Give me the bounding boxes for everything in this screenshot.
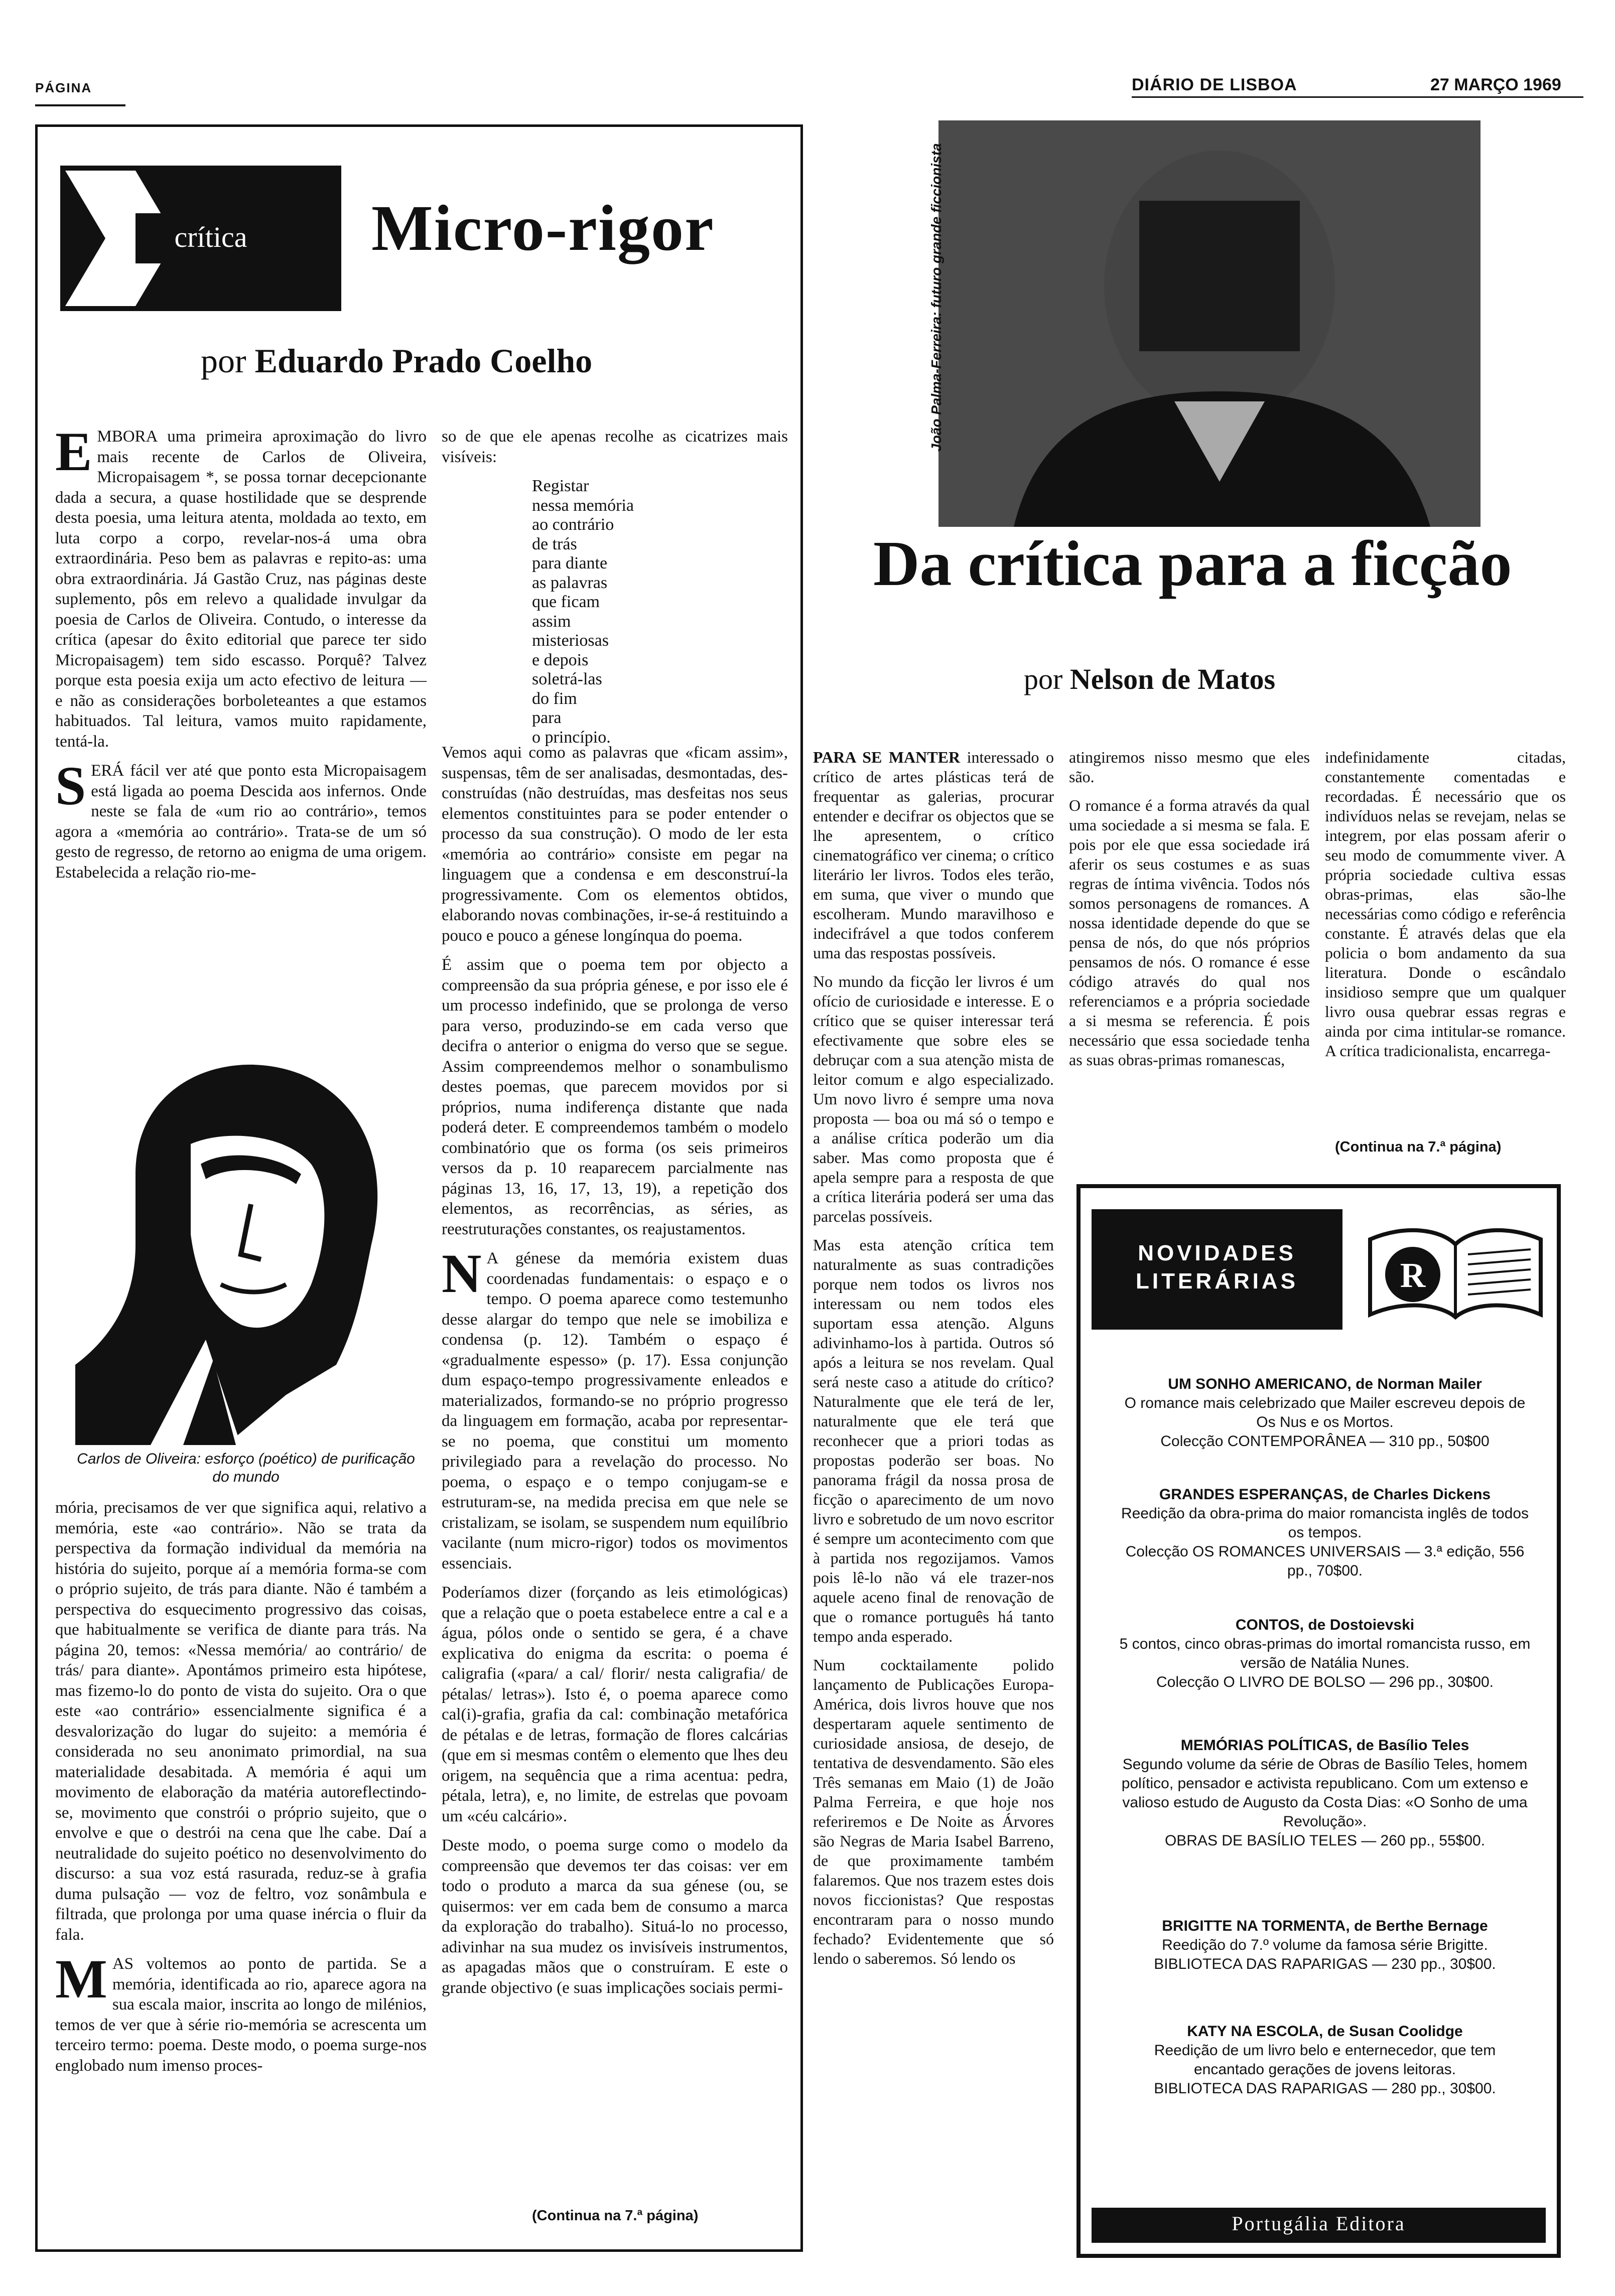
- portrait-illustration: [75, 1014, 417, 1445]
- continued-note: (Continua na 7.ª página): [1335, 1139, 1502, 1155]
- masthead-rule: [1132, 96, 1583, 98]
- paragraph: PARA SE MANTER interessado o crítico de artes plásticas terá de frequentar as galerias, procurar entender e decifrar os objectos que se lhe apresentem, o crítico cinematográfico ver cinema; o crítico literário ler livros. Todos eles terão, em suma, que viver o mundo que escolheram. Mundo maravilhoso e indecifrável a que todos conferem uma das respostas possíveis.: [813, 748, 1054, 962]
- ad-item: MEMÓRIAS POLÍTICAS, de Basílio Teles Segundo volume da série de Obras de Basílio Teles, homem político, pensador e activista republicano. Com um extenso e valioso estudo de Augusto da Costa Dias: «O Sonho de uma Revolução». OBRAS DE BASÍLIO TELES — 260 pp., 55$00.: [1121, 1737, 1529, 1849]
- poem-line: assim: [532, 612, 571, 631]
- newspaper-name: DIÁRIO DE LISBOA: [1132, 75, 1297, 94]
- paragraph: Vemos aqui como as palavras que «ficam assim», suspensas, têm de ser analisadas, desmontadas, des-construídas (não destruídas, mas desfeitas nos seus elementos constituintes para se poder entender o processo da sua construção). O modo de ler esta «memória ao contrário» consiste em pegar na linguagem que a condensa e em desconstruí-la progressivamente. Com os elementos obtidos, elaborando novas combinações, ir-se-á restituindo a pouco e pouco a génese longínqua do poema.: [442, 744, 788, 945]
- publisher-name: Portugália Editora: [1232, 2212, 1406, 2235]
- author-photo: [938, 120, 1481, 527]
- section-logo-text: crítica: [174, 221, 247, 253]
- poem-line: Registar: [532, 477, 589, 495]
- paragraph: EMBORA uma primeira aproximação do livro mais recente de Carlos de Oliveira, Micropaisagem *, se possa tornar decepcionante dada a secura, a quase hostilidade que se desprende desta poesia, uma leitura atenta, moldada ao texto, em luta corpo a corpo, revelar-nos-á uma obra extraordinária. Peso bem as palavras e repito-as: uma obra extraordinária. Já Gastão Cruz, nas páginas deste suplemento, pôs em relevo a qualidade invulgar da poesia de Carlos de Oliveira. Contudo, o interesse da crítica (apesar do êxito editorial que parece ter sido Micropaisagem) tem sido escasso. Porquê? Talvez porque esta poesia exija um acto efectivo de leitura — e não as considerações borboleteantes a que estamos habituados. Tal leitura, vamos muito rapidamente, tentá-la.: [55, 421, 427, 751]
- left-col2-intro: [442, 426, 788, 476]
- ad-header-title: NOVIDADES LITERÁRIAS: [1136, 1241, 1298, 1294]
- paragraph: mória, precisamos de ver que significa aqui, relativo a memória, este «ao contrário». Não se trata da perspectiva da formação individual da memória na história do sujeito, porque aí a memória forma-se com o próprio sujeito, de trás para diante. Não é também a perspectiva do esquecimento progressivo das coisas, que habitualmente se verifica de diante para trás. Na página 20, temos: «Nessa memória/ ao contrário/ de trás/ para diante». Apontámos primeiro esta hipótese, mas fizemo-lo do ponto de vista do sujeito. Ora o que este «ao contrário» essencialmente significa é a desvalorização do lugar do sujeito: a memória é considerada no seu anonimato primordial, na sua materialidade desabitada. A memória é aqui um movimento de elaboração da matéria autoreflectindo-se, movimento que constrói o próprio sujeito, que o envolve e que o destrói na cena que lhe cabe. Daí a neutralidade do sujeito poético no desenvolvimento do discurso: a sua voz está rasurada, reduz-se à grafia duma pulsação — voz de feltro, voz sonâmbula e filtrada, que prolonga por uma quase inércia o fluir da fala.: [55, 1499, 427, 1944]
- ad-item: CONTOS, de Dostoievski 5 contos, cinco obras-primas do imortal romancista russo, em versão de Natália Nunes. Colecção O LIVRO DE BOLSO — 296 pp., 30$00.: [1119, 1617, 1531, 1690]
- paragraph: No mundo da ficção ler livros é um ofício de curiosidade e interesse. E o crítico que se quiser interessar terá efectivamente que sobre eles se debruçar com a sua atenção mista de leitor comum e algo especializado. Um novo livro é sempre uma nova proposta — boa ou má só o tempo e a análise crítica poderão um dia saber. Mas como proposta que é apela sempre para a resposta de que a crítica literária poderá ser uma das parcelas possíveis.: [813, 972, 1054, 1225]
- critica-logo: [60, 166, 341, 311]
- right-col1: [813, 748, 1054, 1977]
- ad-item: GRANDES ESPERANÇAS, de Charles Dickens Reedição da obra-prima do maior romancista inglês de todos os tempos. Colecção OS ROMANCES UNIVERSAIS — 3.ª edição, 556 pp., 70$00.: [1121, 1486, 1529, 1579]
- poem-line: e depois: [532, 650, 589, 669]
- right-col2: [1069, 748, 1310, 1079]
- paragraph: SERÁ fácil ver até que ponto esta Micropaisagem está ligada ao poema Descida aos infernos. Onde neste se fala de «um rio ao contrário», temos agora a «memória ao contrário». Trata-se de um só gesto de regresso, de retorno ao enigma de uma origem. Estabelecida a relação rio-me-: [55, 755, 427, 882]
- left-col1-bottom: [55, 1498, 427, 2085]
- article-byline: [1024, 662, 1275, 696]
- paragraph: Poderíamos dizer (forçando as leis etimológicas) que a relação que o poeta estabelece entre a cal e a água, pólos onde o sentido se gera, é a chave explicativa do enigma da escrita: o poema é caligrafia («para/ a cal/ florir/ nesta caligrafia/ de pétalas/ letras»). Isto é, o poema aparece como cal(i)-grafia, grafia da cal: combinação metafórica de pétalas e de letras, formação de flores calcárias (que em si mesmas contêm o elemento que lhes deu origem, na sequência que a rima acentua: pedra, pétala, letra), e, no limite, de estrelas que povoam um «céu calcário».: [442, 1584, 788, 1825]
- header-rule: [35, 104, 125, 106]
- drop-cap: S: [55, 755, 86, 816]
- paragraph: MAS voltemos ao ponto de partida. Se a memória, identificada ao rio, aparece agora na sua escala maior, inscrita ao longo de milénios, temos de ver que à série rio-memória se acrescenta um terceiro termo: poema. Deste modo, o poema surge-nos englobado num imenso proces-: [55, 1948, 427, 2075]
- author-name: Nelson de Matos: [1069, 663, 1276, 695]
- poem-line: nessa memória: [532, 496, 634, 515]
- continued-note: (Continua na 7.ª página): [532, 2208, 699, 2224]
- paragraph: N A génese da memória existem duas coordenadas fundamentais: o espaço e o tempo. O poema aparece como testemunho desse alargar do tempo que nele se imobiliza e condensa (p. 12). Também o espaço é «gradualmente espesso» (p. 17). Essa conjunção dum espaço-tempo progressivamente enleados e materializados, formando-se no próprio progresso da linguagem em formação, acaba por representar-se no poema, que constitui um momento privilegiado para a revelação do processo. No poema, o espaço e o tempo conjugam-se e estruturam-se, na medida precisa em que nele se cristalizam, se isolam, se suspendem num equilíbrio vacilante (num micro-rigor) todos os movimentos essenciais.: [442, 1243, 788, 1572]
- photo-caption: João Palma-Ferreira: futuro grande ficcionista: [928, 143, 944, 452]
- article-title: Da crítica para a ficção: [873, 528, 1512, 599]
- drop-cap: N: [442, 1243, 482, 1304]
- poem-line: para: [532, 708, 562, 727]
- left-col1-top: [55, 421, 427, 892]
- paragraph: Num cocktailamente polido lançamento de Publicações Europa-América, dois livros houve que nos despertaram aquele sentimento de curiosidade ansiosa, de desejo, de tentativa de desvendamento. São eles Três semanas em Maio (1) de João Palma Ferreira, e que hoje nos referiremos e De Noite as Árvores são Negras de Maria Isabel Barreno, de que proximamente também falaremos. Que nos trazem estes dois novos ficcionistas? Que respostas encontraram para o nosso mundo fechado? Evidentemente que só lendo o saberemos. Só lendo os: [813, 1656, 1054, 1967]
- poem-line: de trás: [532, 534, 577, 553]
- paragraph: Mas esta atenção crítica tem naturalmente as suas contradições porque nem todos os livros nos interessam ou nem todos eles suportam essa atenção. Alguns adivinhamo-los à partida. Outros só após a leitura se nos revelam. Qual será neste caso a atitude do crítico? Naturalmente que ele terá de ler, naturalmente que ele terá que reconhecer que a priori todas as propostas poderão ser boas. No panorama frágil da nossa prosa de ficção o aparecimento de um novo livro e sobretudo de um novo escritor é sempre um acontecimento com que à partida nos regozijamos. Vamos pois lê-lo não vá ele trazer-nos aquele aceno final de renovação de que o romance português há tanto tempo anda esperado.: [813, 1236, 1054, 1645]
- poem-line: soletrá-las: [532, 670, 602, 688]
- poem-line: ao contrário: [532, 515, 614, 534]
- paragraph: É assim que o poema tem por objecto a compreensão da sua própria génese, e por isso ele é um processo indefinido, que se prolonga de verso para verso, produzindo-se em cada verso que decifra o anterior o enigma do verso que se segue. Assim compreendemos melhor o sonambulismo destes poemas, que parecem movidos por si próprios, numa indiferença distante que nada poderá deter. E compreendemos também o modelo combinatório que os forma (os seis primeiros versos da p. 10 reaparecem parcialmente nas páginas 13, 16, 17, 13, 19), a repetição dos elementos, as recorrências, as séries, as reestruturações constantes, os reajustamentos.: [442, 956, 788, 1238]
- drop-cap: M: [55, 1948, 107, 2010]
- paragraph: Deste modo, o poema surge como o modelo da compreensão que devemos ter das coisas: ver em todo o produto a marca da sua génese (ou, se quisermos: ver em cada bem de consumo a marca da exploração do trabalho). Situá-lo no processo, adivinhar na sua mudez os invisíveis instrumentos, as apagadas mãos que o construíram. E este o grande objectivo (e suas implicações sociais permi-: [442, 1836, 788, 1997]
- paragraph: indefinidamente citadas, constantemente comentadas e recordadas. É necessário que os indivíduos nelas se revejam, nelas se integrem, por elas possam aferir o seu modo de comummente viver. A própria sociedade cultiva essas obras-primas, elas são-lhe necessárias como código e referência constante. É através delas que ela policia o bom andamento da sua literatura. Donde o escândalo insidioso sempre que um qualquer livro ousa quebrar essas regras e ainda por cima intitular-se romance. A crítica tradicionalista, encarrega-: [1325, 748, 1566, 1060]
- page-label: PÁGINA: [35, 80, 92, 95]
- ad-item: KATY NA ESCOLA, de Susan Coolidge Reedição de um livro belo e enternecedor, que tem encantado gerações de jovens leitoras. BIBLIOTECA DAS RAPARIGAS — 280 pp., 30$00.: [1154, 2023, 1496, 2097]
- portrait-caption: Carlos de Oliveira: esforço (poético) de purificação do mundo: [77, 1451, 415, 1485]
- author-name: Eduardo Prado Coelho: [254, 342, 593, 380]
- right-col3: [1325, 748, 1566, 1070]
- paragraph: atingiremos nisso mesmo que eles são.: [1069, 748, 1310, 786]
- lead-caps: PARA SE MANTER: [813, 748, 961, 766]
- quoted-poem: [532, 477, 634, 747]
- poem-line: para diante: [532, 554, 608, 572]
- svg-text:R: R: [1400, 1256, 1426, 1295]
- article-byline: [201, 341, 592, 381]
- poem-line: do fim: [532, 689, 577, 708]
- poem-line: misteriosas: [532, 631, 609, 650]
- issue-date: 27 MARÇO 1969: [1430, 75, 1561, 94]
- byline-prefix: por: [1024, 663, 1063, 695]
- poem-line: as palavras: [532, 573, 608, 592]
- ad-item: UM SONHO AMERICANO, de Norman Mailer O romance mais celebrizado que Mailer escreveu depois de Os Nus e os Mortos. Colecção CONTEMPORÂNEA — 310 pp., 50$00: [1124, 1376, 1526, 1450]
- open-book-icon: [1360, 1209, 1551, 1330]
- article-title: Micro-rigor: [371, 192, 715, 264]
- paragraph: so de que ele apenas recolhe as cicatrizes mais visíveis:: [442, 427, 788, 466]
- ad-item: BRIGITTE NA TORMENTA, de Berthe Bernage Reedição do 7.º volume da famosa série Brigitte. BIBLIOTECA DAS RAPARIGAS — 230 pp., 30$00.: [1154, 1918, 1496, 1972]
- paragraph: O romance é a forma através da qual uma sociedade a si mesma se fala. E pois por ele que essa sociedade irá aferir os seus costumes e as suas regras de íntima vivência. Todos nós somos personagens de romances. A nossa identidade depende do que se pensa de nós, do que nós próprios pensamos de nós. O romance é esse código através do qual nos referenciamos e a própria sociedade a si mesma se referencia. É pois necessário que essa sociedade tenha as suas obras-primas romanescas,: [1069, 796, 1310, 1069]
- poem-line: que ficam: [532, 593, 600, 611]
- left-col2-body: [442, 743, 788, 2007]
- poem-line: o princípio.: [532, 728, 611, 747]
- byline-prefix: por: [201, 342, 246, 380]
- drop-cap: E: [55, 421, 92, 482]
